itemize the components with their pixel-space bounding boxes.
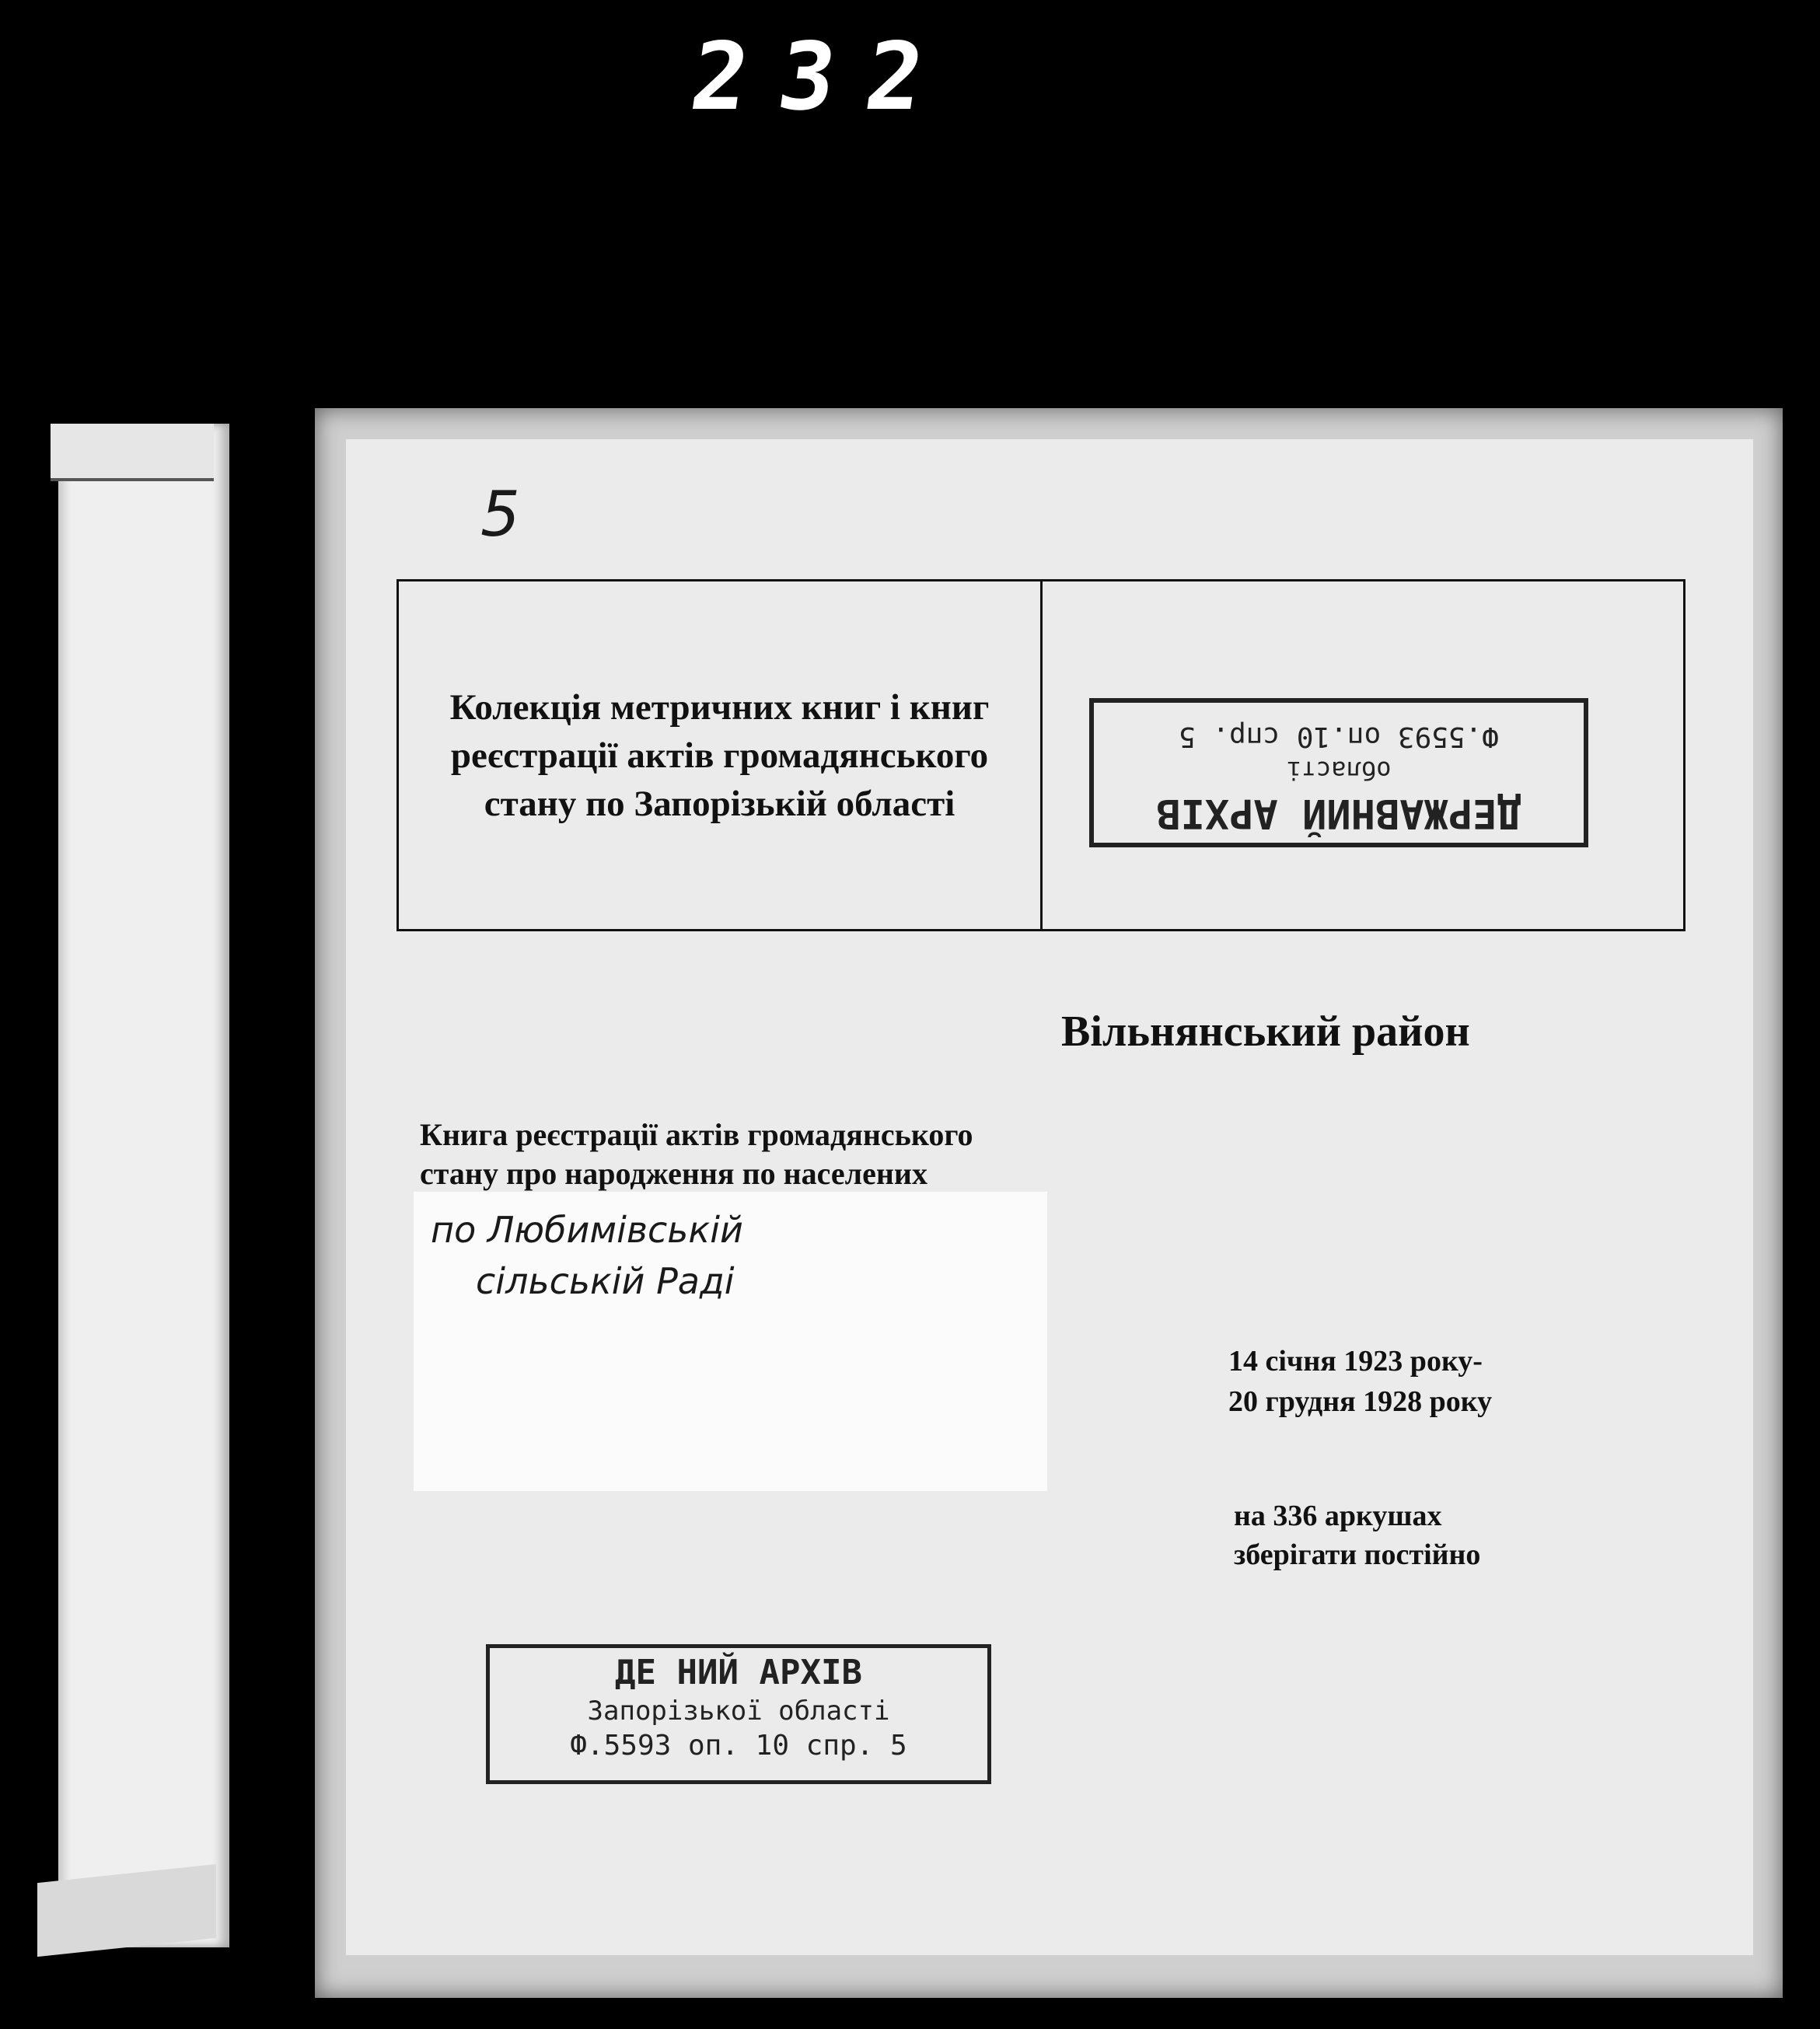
sheet-info xyxy=(1234,1496,1480,1574)
sheet-count: на 336 аркушах xyxy=(1234,1500,1442,1532)
archive-stamp-inverted xyxy=(1089,698,1588,847)
retention-note: зберігати постійно xyxy=(1234,1538,1481,1571)
stamp-title: ДЕ НИЙ АРХІВ xyxy=(615,1653,862,1692)
date-to: 20 грудня 1928 року xyxy=(1228,1385,1493,1418)
stamp-reference: Ф.5593 оп. 10 спр. 5 xyxy=(570,1730,907,1762)
stamp-cell xyxy=(1043,581,1683,929)
label-line-1: по Любимівській xyxy=(431,1209,743,1251)
stamp-region: Запорізької області xyxy=(587,1695,890,1727)
folio-number: 5 xyxy=(480,478,520,550)
date-range xyxy=(1228,1341,1492,1422)
spine-tape xyxy=(51,424,214,481)
book-title-line-2: стану про народження по населених xyxy=(420,1156,927,1191)
handwritten-label xyxy=(414,1192,1047,1491)
stamp-region: області xyxy=(1286,756,1392,785)
book-spine xyxy=(58,424,229,1947)
label-line-2: сільській Раді xyxy=(476,1260,735,1302)
header-box xyxy=(396,579,1686,931)
date-from: 14 січня 1923 року- xyxy=(1228,1345,1483,1378)
district-name: Вільнянський район xyxy=(1061,1008,1470,1056)
collection-title: Колекція метричних книг і книг реєстрації актів громадянського стану по Запорізькій області xyxy=(449,686,990,824)
frame-number: 232 xyxy=(684,23,962,131)
stamp-title: ДЕРЖАВНИЙ АРХІВ xyxy=(1156,790,1521,836)
collection-cell xyxy=(399,581,1043,929)
stamp-reference: Ф.5593 оп.10 спр. 5 xyxy=(1179,721,1499,753)
book-title-line-1: Книга реєстрації актів громадянського xyxy=(420,1117,973,1152)
archive-stamp xyxy=(486,1644,991,1784)
book-title xyxy=(420,1116,1065,1193)
